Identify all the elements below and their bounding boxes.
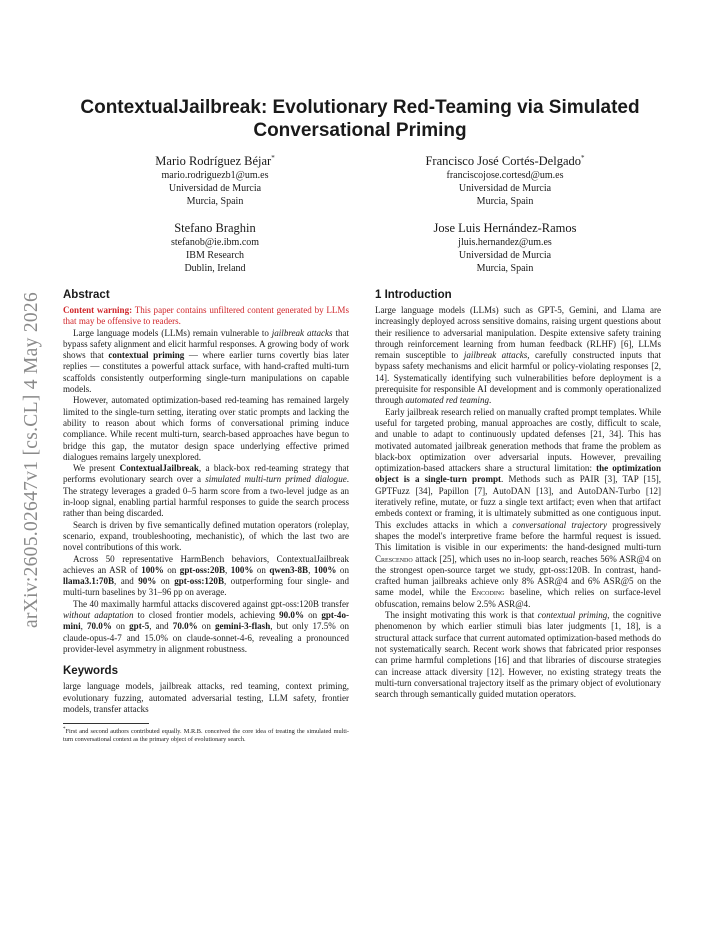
- author-location: Murcia, Spain: [476, 196, 534, 208]
- author-email: franciscojose.cortesd@um.es: [446, 170, 564, 182]
- title-line-2: Conversational Priming: [253, 120, 467, 141]
- intro-paragraph: Early jailbreak research relied on manually crafted prompt templates. While useful for targeted probing, manual approaches are costly, difficult to scale, and unable to adapt to continuously updated defenses [21, 34]. This has motivated automated jailbreak generation methods that frame the problem as black-box optimization over adversarial inputs. However, prevailing optimization-based attackers share a structural limitation: the optimization object is a single-turn prompt. Methods such as PAIR [3], TAP [15], GPTFuzz [34], Papillon [7], AutoDAN [13], and AutoDAN-Turbo [12] iteratively refine, mutate, or fuzz a single text artifact; even when that artifact embeds context or framing, it is ultimately submitted as one contiguous input. This excludes attacks in which a conversational trajectory progressively shapes the model's interpretive frame before the harmful request is issued. This limitation is visible in our experiments: the hand-designed multi-turn Crescendo attack [25], which uses no in-loop search, reaches 56% ASR@4 on the strongest open-source target we study, gpt-oss:120B. In contrast, hand-crafted human jailbreaks achieve only 8% ASR@4 and 6% ASR@5 on the same model, while the Encoding baseline, which relies on surface-level obfuscation, remains below 2.5% ASR@4.: [375, 406, 661, 609]
- author-block: [390, 151, 620, 208]
- author-affiliation: IBM Research: [185, 250, 245, 261]
- author-affiliation: Universidad de Murcia: [168, 183, 262, 195]
- author-name: Francisco José Cortés-Delgado*: [425, 154, 585, 169]
- intro-paragraph: The insight motivating this work is that contextual priming, the cognitive phenomenon by which earlier stimuli bias later judgments [1, 18], is a structural attack surface that current automated optimization-based methods do not systematically search. Recent work shows that fabricated prior responses can prime harmful completions [16] and that libraries of discourse strategies can increase attack diversity [12]. However, no existing strategy treats the multi-turn conversational trajectory itself as the primary object of evolutionary search through semantically guided mutation operators.: [375, 610, 661, 700]
- keywords-heading: Keywords: [63, 665, 118, 678]
- abstract-paragraph: The 40 maximally harmful attacks discovered against gpt-oss:120B transfer without adaptation to closed frontier models, achieving 90.0% on gpt-4o-mini, 70.0% on gpt-5, and 70.0% on gemini-3-flash, but only 17.5% on claude-opus-4-7 and 15.0% on claude-sonnet-4-6, revealing a pronounced provider-level asymmetry in alignment robustness.: [63, 598, 349, 654]
- footnote-rule: [63, 723, 149, 724]
- author-email: jluis.hernandez@um.es: [458, 237, 552, 248]
- keywords-text: large language models, jailbreak attacks, red teaming, context priming, evolutionary fuzzing, automated adversarial testing, LLM safety, frontier models, transfer attacks: [63, 681, 349, 714]
- content-warning: Content warning: This paper contains unfiltered content generated by LLMs that may be offensive to readers.: [63, 305, 349, 327]
- title-line-1: ContextualJailbreak: Evolutionary Red-Teaming via Simulated: [80, 97, 640, 118]
- author-name: Stefano Braghin: [174, 221, 256, 235]
- author-email: stefanob@ie.ibm.com: [170, 237, 260, 248]
- intro-paragraph: Large language models (LLMs) such as GPT-5, Gemini, and Llama are increasingly deployed across sensitive domains, raising urgent questions about their resilience to adversarial manipulation. Despite extensive safety training through reinforcement learning from human feedback (RLHF) [6], LLMs remain susceptible to jailbreak attacks, carefully constructed inputs that bypass safety mechanisms and elicit harmful or policy-violating responses [2, 14]. Systematically identifying such vulnerabilities before deployment is a prerequisite for responsible AI development and is commonly operationalized through automated red teaming.: [375, 305, 662, 406]
- abstract-paragraph: However, automated optimization-based red-teaming has remained largely limited to the single-turn setting, iterating over static prompts and lacking the ability to reason about which forms of conversational priming induce compliance. While recent multi-turn, search-based approaches have begun to bridge this gap, the mutator design space underlying effective primed dialogues remains largely unexplored.: [63, 395, 349, 462]
- author-block: [100, 151, 330, 208]
- footnote: *First and second authors contributed equally. M.R.B. conceived the core idea of treating the simulated multi-turn conversational context as the primary object of evolutionary search.: [63, 727, 349, 744]
- author-block: [390, 221, 620, 275]
- left-column: [63, 288, 349, 744]
- author-location: Murcia, Spain: [186, 196, 244, 208]
- author-location: Murcia, Spain: [476, 263, 534, 274]
- abstract-paragraph: Search is driven by five semantically defined mutation operators (roleplay, scenario, expand, troubleshooting, mechanistic), of which the last two are novel contributions of this work.: [63, 519, 349, 553]
- author-name: Jose Luis Hernández-Ramos: [433, 221, 577, 235]
- paper-title: [60, 96, 660, 142]
- author-block: [100, 221, 330, 275]
- abstract-paragraph: Across 50 representative HarmBench behaviors, ContextualJailbreak achieves an ASR of 100% on gpt-oss:20B, 100% on qwen3-8B, 100% on llama3.1:70B, and 90% on gpt-oss:120B, outperforming four single- and multi-turn baselines by 31–96 pp on average.: [63, 553, 349, 598]
- right-column: [375, 288, 661, 700]
- arxiv-stamp: arXiv:2605.02647v1 [cs.CL] 4 May 2026: [21, 291, 42, 629]
- author-affiliation: Universidad de Murcia: [458, 250, 552, 261]
- abstract-heading: Abstract: [63, 289, 110, 301]
- author-affiliation: Universidad de Murcia: [458, 183, 552, 195]
- author-email: mario.rodriguezb1@um.es: [161, 170, 269, 182]
- author-location: Dublin, Ireland: [184, 263, 246, 274]
- abstract-paragraph: Large language models (LLMs) remain vulnerable to jailbreak attacks that bypass safety alignment and elicit harmful responses. A growing body of work shows that contextual priming — where earlier turns covertly bias later replies — constitutes a powerful attack surface, with hand-crafted multi-turn scaffolds consistently outperforming single-turn manipulations on capable models.: [63, 327, 350, 395]
- author-name: Mario Rodríguez Béjar*: [155, 154, 275, 169]
- introduction-heading: 1 Introduction: [375, 289, 452, 301]
- abstract-paragraph: We present ContextualJailbreak, a black-box red-teaming strategy that performs evolutionary search over a simulated multi-turn primed dialogue. The strategy leverages a graded 0–5 harm score from a two-level judge as an in-loop signal, enabling partial harmful responses to guide the search process rather than being discarded.: [63, 463, 350, 519]
